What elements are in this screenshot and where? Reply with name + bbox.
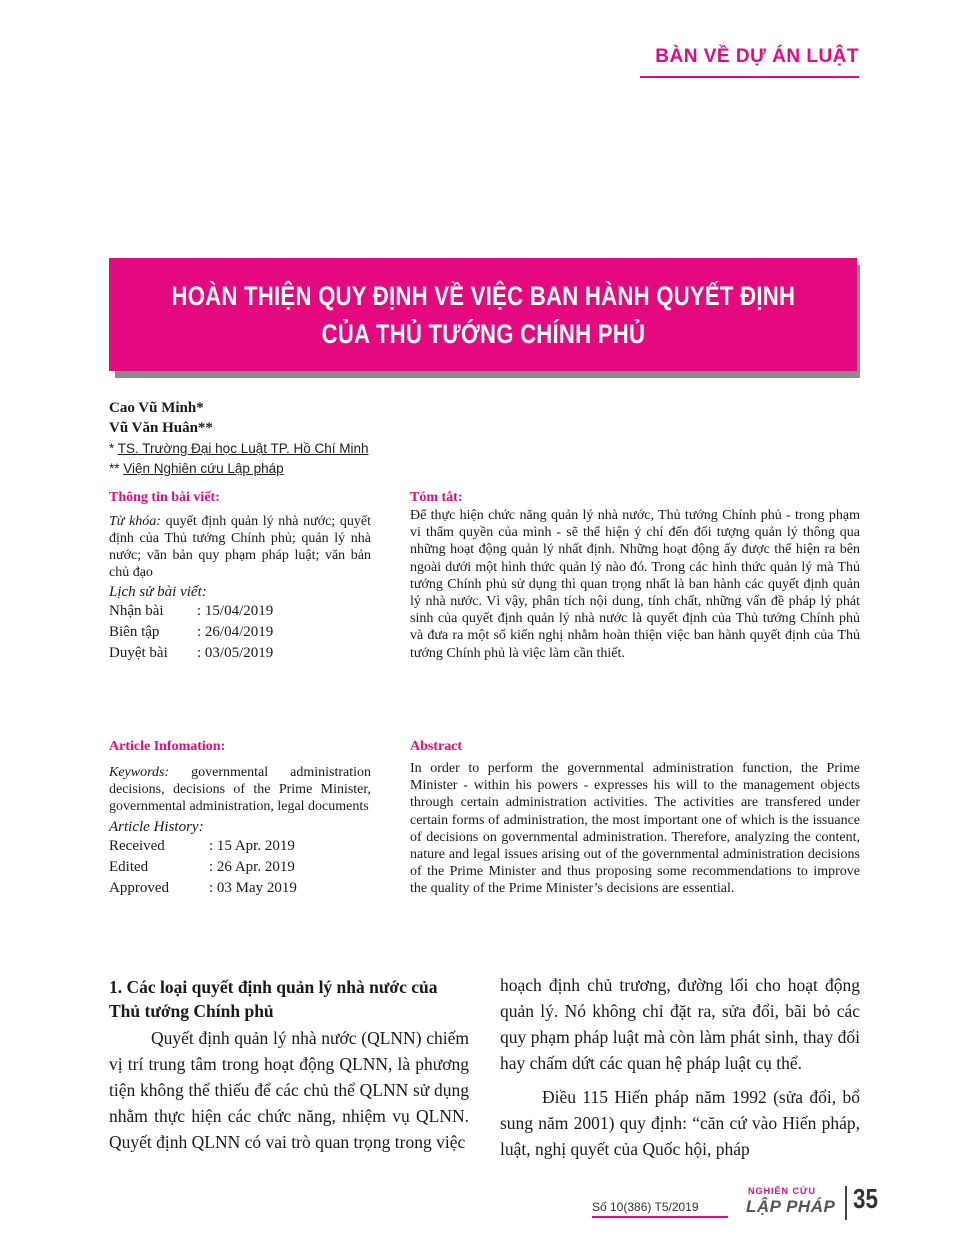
keywords-vi-label: Từ khóa: — [109, 514, 161, 529]
history-en-key: Approved — [109, 880, 169, 896]
history-en-value: : 15 Apr. 2019 — [209, 838, 295, 854]
history-vi-value: : 15/04/2019 — [197, 603, 274, 619]
footer-divider — [592, 1216, 728, 1218]
article-info-en — [109, 739, 371, 899]
affiliation-1: * TS. Trường Đại học Luật TP. Hồ Chí Minh — [109, 441, 369, 456]
abstract-vi — [410, 490, 860, 662]
title-line-2: CỦA THỦ TƯỚNG CHÍNH PHỦ — [321, 318, 645, 349]
article-info-vi-heading: Thông tin bài viết: — [109, 490, 220, 505]
article-info-vi — [109, 490, 371, 664]
history-vi-value: : 03/05/2019 — [197, 645, 274, 661]
title-box — [109, 258, 857, 371]
abstract-en-text: In order to perform the governmental administration function, the Prime Minister - within his powers - expresses his will to the management objects through certain administration activities. The activities are transfered under certain forms of administration, the most important one of which is the issuance of decisions on governmental administration. Therefore, analyzing the content, nature and legal issues arising out of the governmental administration decisions of the Prime Minister and thus proposing some recommendations to improve the quality of the Prime Minister’s decisions are essential. — [410, 761, 860, 897]
history-en-row — [109, 878, 371, 899]
title-line-1: HOÀN THIỆN QUY ĐỊNH VỀ VIỆC BAN HÀNH QUYẾT ĐỊNH — [171, 280, 795, 311]
abstract-en-heading: Abstract — [410, 739, 463, 754]
history-vi-row — [109, 601, 371, 622]
history-vi-key: Biên tập — [109, 624, 160, 640]
history-en-value: : 03 May 2019 — [209, 880, 297, 896]
article-info-en-heading: Article Infomation: — [109, 739, 226, 754]
section-1-heading: 1. Các loại quyết định quản lý nhà nước của Thủ tướng Chính phủ — [109, 977, 438, 1021]
body-paragraph-1-continued: hoạch định chủ trương, đường lối cho hoạt động quản lý. Nó không chỉ đặt ra, sửa đổi, bãi bỏ các quy phạm pháp luật mà còn làm phát sinh, thay đổi hay chấm dứt các quan hệ pháp luật cụ thể. — [500, 975, 860, 1073]
author-2: Vũ Văn Huân** — [109, 420, 213, 436]
history-en-row — [109, 836, 371, 857]
history-en-key: Received — [109, 838, 165, 854]
keywords-en-label: Keywords: — [109, 765, 170, 780]
keywords-vi — [109, 513, 371, 581]
history-vi-row — [109, 643, 371, 664]
body-paragraph-2: Điều 115 Hiến pháp năm 1992 (sửa đổi, bổ sung năm 2001) quy định: “căn cứ vào Hiến pháp, luật, nghị quyết của Quốc hội, pháp — [500, 1087, 860, 1159]
history-vi-value: : 26/04/2019 — [197, 624, 274, 640]
author-1: Cao Vũ Minh* — [109, 400, 204, 416]
journal-name-main: LẬP PHÁP — [746, 1197, 836, 1216]
affiliation-2: ** Viện Nghiên cứu Lập pháp — [109, 461, 284, 476]
history-en-row — [109, 857, 371, 878]
journal-name-top: NGHIÊN CỨU — [748, 1186, 816, 1196]
history-en-label: Article History: — [109, 819, 204, 835]
keywords-vi-text: quyết định quản lý nhà nước; quyết định của Thủ tướng Chính phủ; quản lý nhà nước; văn bản quy phạm pháp luật; văn bản chủ đạo — [109, 514, 371, 580]
history-en-key: Edited — [109, 859, 149, 875]
section-divider — [640, 76, 859, 78]
history-en-value: : 26 Apr. 2019 — [209, 859, 295, 875]
body-right-column — [500, 972, 860, 1162]
abstract-vi-text: Để thực hiện chức năng quản lý nhà nước, Thủ tướng Chính phủ - trong phạm vi thẩm quyền của mình - sẽ thể hiện ý chí đến đối tượng quản lý thông qua những hoạt động quản lý nhất định. Những hoạt động ấy được thể hiện ra bên ngoài dưới một hình thức quản lý nào đó. Trong các hình thức quản lý mà Thủ tướng Chính phủ sử dụng thì quan trọng nhất là ban hành các quyết định quản lý nhà nước. Vì vậy, phân tích nội dung, tính chất, những vấn đề pháp lý phát sinh của quyết định quản lý nhà nước là quyết định của Thủ tướng Chính phủ và đưa ra một số kiến nghị nhằm hoàn thiện việc ban hành quyết định của Thủ tướng Chính phủ là việc làm cần thiết. — [410, 508, 860, 661]
body-paragraph-1: Quyết định quản lý nhà nước (QLNN) chiếm vị trí trung tâm trong hoạt động QLNN, là phương tiện không thể thiếu để các chủ thể QLNN sử dụng nhằm thực hiện các chức năng, nhiệm vụ QLNN. Quyết định QLNN có vai trò quan trọng trong việc — [109, 1028, 469, 1152]
history-vi-row — [109, 622, 371, 643]
abstract-en — [410, 739, 860, 898]
page-number-separator — [845, 1186, 847, 1220]
issue-number: Số 10(386) T5/2019 — [592, 1200, 699, 1214]
abstract-vi-heading: Tóm tắt: — [410, 490, 463, 505]
affiliation-1-link[interactable]: TS. Trường Đại học Luật TP. Hồ Chí Minh — [117, 441, 369, 456]
history-vi-key: Nhận bài — [109, 603, 164, 619]
section-label: BÀN VỀ DỰ ÁN LUẬT — [655, 46, 859, 67]
history-vi-key: Duyệt bài — [109, 645, 168, 661]
keywords-en-text: governmental administration decisions, decisions of the Prime Minister, governmental administration, legal documents — [109, 765, 371, 814]
body-left-column — [109, 975, 469, 1155]
page-number: 35 — [853, 1183, 878, 1214]
keywords-en — [109, 764, 371, 815]
history-vi-label: Lịch sử bài viết: — [109, 584, 207, 600]
affiliation-2-link[interactable]: Viện Nghiên cứu Lập pháp — [123, 461, 284, 476]
